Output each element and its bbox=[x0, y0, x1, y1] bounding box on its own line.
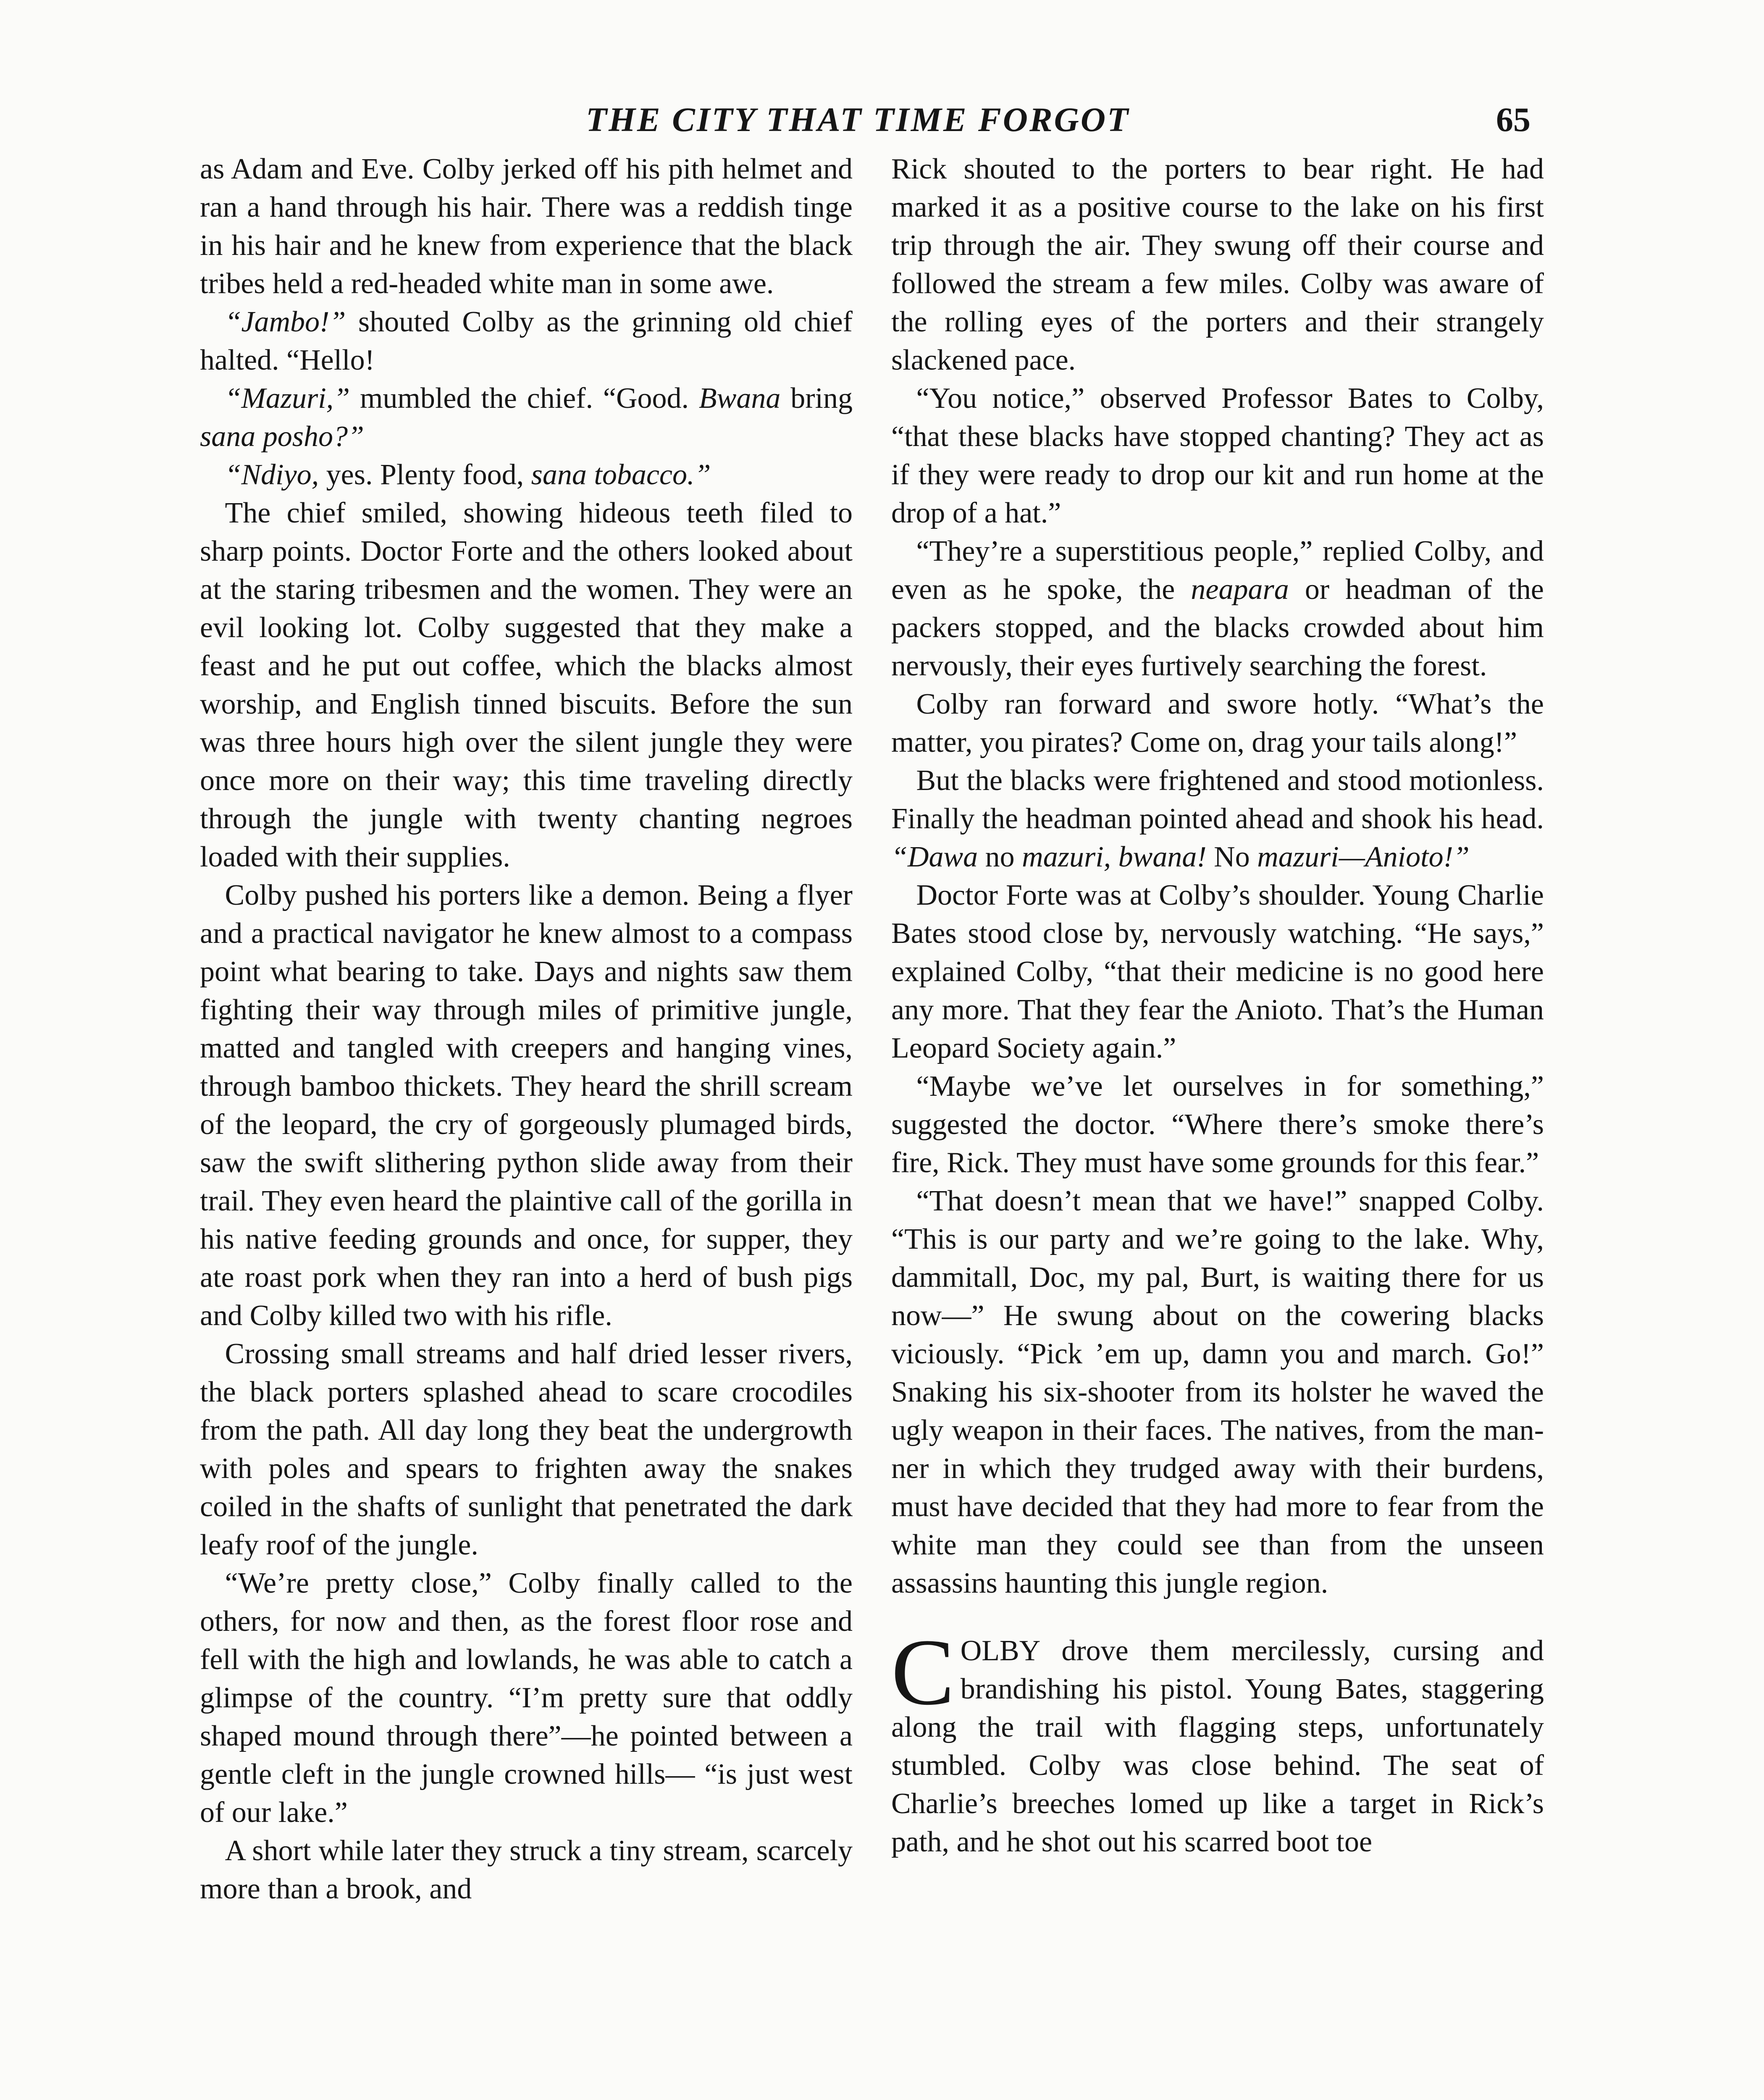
italic-text: “Ndiyo, bbox=[225, 459, 319, 491]
text: “They’re a superstitious people,” replied Colby, and even as he spoke, the bbox=[891, 535, 1544, 606]
italic-text: neapara bbox=[1191, 573, 1289, 606]
paragraph: A short while later they struck a tiny stream, scarcely more than a brook, and bbox=[200, 1835, 853, 1905]
paragraph: Colby ran forward and swore hotly. “What’s the matter, you pirates? Come on, drag your tails along!” bbox=[891, 688, 1544, 759]
paragraph: “Maybe we’ve let ourselves in for something,” suggested the doctor. “Where there’s smoke there’s fire, Rick. They must have some grounds for this fear.” bbox=[891, 1070, 1544, 1179]
text: yes. Plenty food, bbox=[319, 459, 531, 491]
text: No bbox=[1206, 841, 1257, 873]
running-title: THE CITY THAT TIME FORGOT bbox=[586, 100, 1130, 139]
paragraph: The chief smiled, showing hideous teeth filed to sharp points. Doctor Forte and the others looked about at the staring tribesmen and the women. They were an evil looking lot. Colby suggested that they make a feast and he put out coffee, which the blacks almost worship, and English tinned biscuits. Before the sun was three hours high over the silent jungle they were once more on their way; this time traveling directly through the jungle with twenty chanting negroes loaded with their supplies. bbox=[200, 497, 853, 873]
paragraph-with-drop-cap bbox=[891, 1620, 1544, 1861]
paragraph: Doctor Forte was at Colby’s shoulder. Young Charlie Bates stood close by, nervously watching. “He says,” explained Colby, “that their medicine is no good here any more. That they fear the Anioto. That’s the Human Leopard Society again.” bbox=[891, 879, 1544, 1064]
paragraph: “That doesn’t mean that we have!” snapped Colby. “This is our party and we’re going to the lake. Why, dammitall, Doc, my pal, Burt, is waiting there for us now—” He swung about on the cowering blacks viciously. “Pick ’em up, damn you and march. Go!” Snaking his six-shooter from its holster he waved the ugly weapon in their faces. The natives, from the manner in which they trudged away with their burdens, must have decided that they had more to fear from the white man they could see than from the unseen assassins haunting this jungle region. bbox=[891, 1185, 1544, 1599]
italic-text: Bwana bbox=[698, 382, 781, 415]
left-column bbox=[200, 150, 853, 1908]
paragraph bbox=[200, 456, 853, 494]
text: OLBY drove them mercilessly, cursing and brandishing his pistol. Young Bates, staggering along the trail with flagging steps, unfortunately stumbled. Colby was close behind. The seat of Charlie’s breeches lomed up like a target in Rick’s path, and he shot out his scarred boot toe bbox=[891, 1635, 1544, 1858]
page-header bbox=[0, 94, 1764, 145]
drop-cap: C bbox=[891, 1620, 955, 1725]
paragraph: Rick shouted to the porters to bear right. He had marked it as a positive course to the lake on his first trip through the air. They swung off their course and followed the stream a few miles. Colby was aware of the rolling eyes of the porters and their strangely slackened pace. bbox=[891, 153, 1544, 376]
text: shouted Colby as the grinning old chief halted. “Hello! bbox=[200, 306, 853, 376]
italic-text: sana posho?” bbox=[200, 420, 364, 453]
paragraph: “We’re pretty close,” Colby finally called to the others, for now and then, as the forest floor rose and fell with the high and lowlands, he was able to catch a glimpse of the country. “I’m pretty sure that oddly shaped mound through there”—he pointed between a gentle cleft in the jungle crowned hills— “is just west of our lake.” bbox=[200, 1567, 853, 1829]
right-column bbox=[891, 150, 1544, 1861]
italic-text: mazuri, bwana! bbox=[1022, 841, 1207, 873]
italic-text: “Dawa bbox=[891, 841, 978, 873]
paragraph: as Adam and Eve. Colby jerked off his pith helmet and ran a hand through his hair. There was a reddish tinge in his hair and he knew from experience that the black tribes held a red-headed white man in some awe. bbox=[200, 153, 853, 300]
paragraph bbox=[200, 379, 853, 456]
text: no bbox=[978, 841, 1022, 873]
paragraph: Crossing small streams and half dried lesser rivers, the black porters splashed ahead to scare crocodiles from the path. All day long they beat the undergrowth with poles and spears to frighten away the snakes coiled in the shafts of sunlight that penetrated the dark leafy roof of the jungle. bbox=[200, 1338, 853, 1561]
italic-text: “Mazuri,” bbox=[225, 382, 350, 415]
text: mumbled the chief. “Good. bbox=[350, 382, 699, 415]
text: bring bbox=[780, 382, 853, 415]
paragraph bbox=[200, 303, 853, 379]
text: or headman of the packers stopped, and the blacks crowded about him nervously, their eyes furtively searching the forest. bbox=[891, 573, 1544, 682]
text: But the blacks were frightened and stood motionless. Finally the headman pointed ahead and shook his head. bbox=[891, 764, 1544, 835]
italic-text: sana tobacco.” bbox=[531, 459, 711, 491]
paragraph bbox=[891, 761, 1544, 876]
paragraph bbox=[891, 532, 1544, 685]
italic-text: mazuri—Anioto!” bbox=[1257, 841, 1470, 873]
italic-text: “Jambo!” bbox=[225, 306, 346, 338]
paragraph: Colby pushed his porters like a demon. Being a flyer and a practical navigator he knew almost to a compass point what bearing to take. Days and nights saw them fighting their way through miles of primitive jungle, matted and tangled with creepers and hanging vines, through bamboo thickets. They heard the shrill scream of the leopard, the cry of gorgeously plumaged birds, saw the swift slithering python slide away from their trail. They even heard the plaintive call of the gorilla in his native feeding grounds and once, for supper, they ate roast pork when they ran into a herd of bush pigs and Colby killed two with his rifle. bbox=[200, 879, 853, 1332]
paragraph: “You notice,” observed Professor Bates to Colby, “that these blacks have stopped chanting? They act as if they were ready to drop our kit and run home at the drop of a hat.” bbox=[891, 382, 1544, 529]
page-number: 65 bbox=[1496, 100, 1530, 139]
